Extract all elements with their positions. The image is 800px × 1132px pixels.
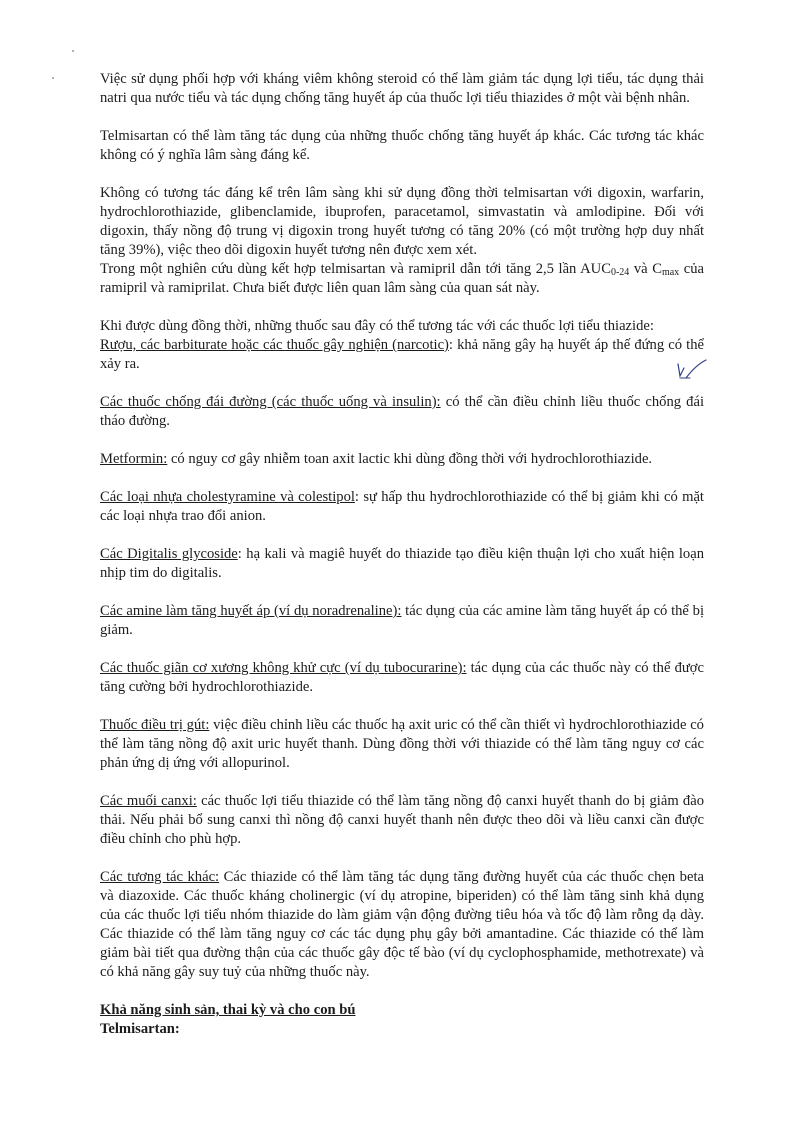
- item-label: Các amine làm tăng huyết áp (ví dụ noradrenaline):: [100, 603, 402, 619]
- section-heading-fertility: Khả năng sinh sản, thai kỳ và cho con bú: [100, 1002, 356, 1018]
- item-label: Các tương tác khác:: [100, 869, 220, 885]
- item-label: Các thuốc giãn cơ xương không khử cực (ví dụ tubocurarine):: [100, 660, 467, 676]
- item-label: Các loại nhựa cholestyramine và colestipol: [100, 489, 355, 505]
- paragraph-nsaid-interaction: Việc sử dụng phối hợp với kháng viêm không steroid có thể làm giảm tác dụng lợi tiểu, tác dụng thải natri qua nước tiểu và tác dụng chống tăng huyết áp của thuốc lợi tiểu thiazides ở một vài bệnh nhân.: [100, 71, 704, 106]
- interaction-item-other: Các tương tác khác: Các thiazide có thể làm tăng tác dụng tăng đường huyết của các thuốc chẹn beta và diazoxide. Các thuốc kháng cholinergic (ví dụ atropine, biperiden) có thể làm tăng sinh khả dụng của các thuốc lợi tiểu nhóm thiazide do làm giảm vận động đường tiêu hóa và tốc độ làm rỗng dạ dày. Các thiazide có thể làm tăng nguy cơ các tác dụng phụ gây bởi amantadine. Các thiazide có thể làm giảm bài tiết qua đường thận của các thuốc gây độc tế bào (ví dụ cyclophosphamide, methotrexate) và có khả năng gây suy tuỷ của những thuốc này.: [100, 869, 704, 980]
- interaction-item-metformin: Metformin: có nguy cơ gây nhiễm toan axit lactic khi dùng đồng thời với hydrochlorothiazide.: [100, 451, 653, 467]
- interaction-item-alcohol: Rượu, các barbiturate hoặc các thuốc gây nghiện (narcotic): khả năng gây hạ huyết áp thế đứng có thể xảy ra.: [100, 337, 704, 372]
- subheading-telmisartan: Telmisartan:: [100, 1021, 180, 1037]
- interaction-item-antidiabetic: Các thuốc chống đái đường (các thuốc uống và insulin): có thể cần điều chỉnh liều thuốc chống đái tháo đường.: [100, 394, 704, 429]
- interaction-item-pressor-amines: Các amine làm tăng huyết áp (ví dụ noradrenaline): tác dụng của các amine làm tăng huyết áp có thể bị giảm.: [100, 603, 704, 638]
- interaction-item-muscle-relaxants: Các thuốc giãn cơ xương không khử cực (ví dụ tubocurarine): tác dụng của các thuốc này có thể được tăng cường bởi hydrochlorothiazide.: [100, 660, 704, 695]
- scan-speck: [52, 77, 54, 79]
- scan-speck: [72, 50, 74, 52]
- item-label: Metformin:: [100, 451, 168, 467]
- paragraph-ramipril-study: Trong một nghiên cứu dùng kết hợp telmisartan và ramipril dẫn tới tăng 2,5 lần $AUC_{0-24}$ và $C_{max}$ của ramipril và ramiprilat. Chưa biết được liên quan lâm sàng của quan sát này.: [100, 261, 704, 296]
- interaction-item-digitalis: Các Digitalis glycoside: hạ kali và magiê huyết do thiazide tạo điều kiện thuận lợi cho xuất hiện loạn nhịp tim do digitalis.: [100, 546, 704, 581]
- paragraph-telmisartan-antihypertensive: Telmisartan có thể làm tăng tác dụng của những thuốc chống tăng huyết áp khác. Các tương tác khác không có ý nghĩa lâm sàng đáng kể.: [100, 128, 704, 163]
- interaction-item-gout: Thuốc điều trị gút: việc điều chỉnh liều các thuốc hạ axit uric có thể cần thiết vì hydrochlorothiazide có thể làm tăng nồng độ axit uric huyết thanh. Dùng đồng thời với thiazide có thể làm tăng nguy cơ các phản ứng dị ứng với allopurinol.: [100, 717, 704, 771]
- item-label: Thuốc điều trị gút:: [100, 717, 210, 733]
- paragraph-no-significant-interaction: Không có tương tác đáng kể trên lâm sàng khi sử dụng đồng thời telmisartan với digoxin, warfarin, hydrochlorothiazide, glibenclamide, ibuprofen, paracetamol, simvastatin và amlodipine. Đối với digoxin, thấy nồng độ trung vị digoxin trong huyết tương có tăng 20% (có một trường hợp duy nhất tăng 39%), việc theo dõi digoxin huyết tương nên được xem xét.: [100, 185, 704, 258]
- item-label: Các muối canxi:: [100, 793, 197, 809]
- item-label: Các thuốc chống đái đường (các thuốc uống và insulin):: [100, 394, 441, 410]
- paragraph-thiazide-intro: Khi được dùng đồng thời, những thuốc sau đây có thể tương tác với các thuốc lợi tiểu thiazide:: [100, 318, 654, 334]
- item-label: Rượu, các barbiturate hoặc các thuốc gây nghiện (narcotic): [100, 337, 449, 353]
- interaction-item-resins: Các loại nhựa cholestyramine và colestipol: sự hấp thu hydrochlorothiazide có thể bị giảm khi có mặt các loại nhựa trao đổi anion.: [100, 489, 704, 524]
- interaction-item-calcium: Các muối canxi: các thuốc lợi tiểu thiazide có thể làm tăng nồng độ canxi huyết thanh do bị giảm đào thải. Nếu phải bổ sung canxi thì nồng độ canxi huyết thanh nên được theo dõi và liều canxi cần được điều chỉnh cho phù hợp.: [100, 793, 704, 847]
- document-body: [100, 70, 704, 1039]
- item-label: Các Digitalis glycoside: [100, 546, 238, 562]
